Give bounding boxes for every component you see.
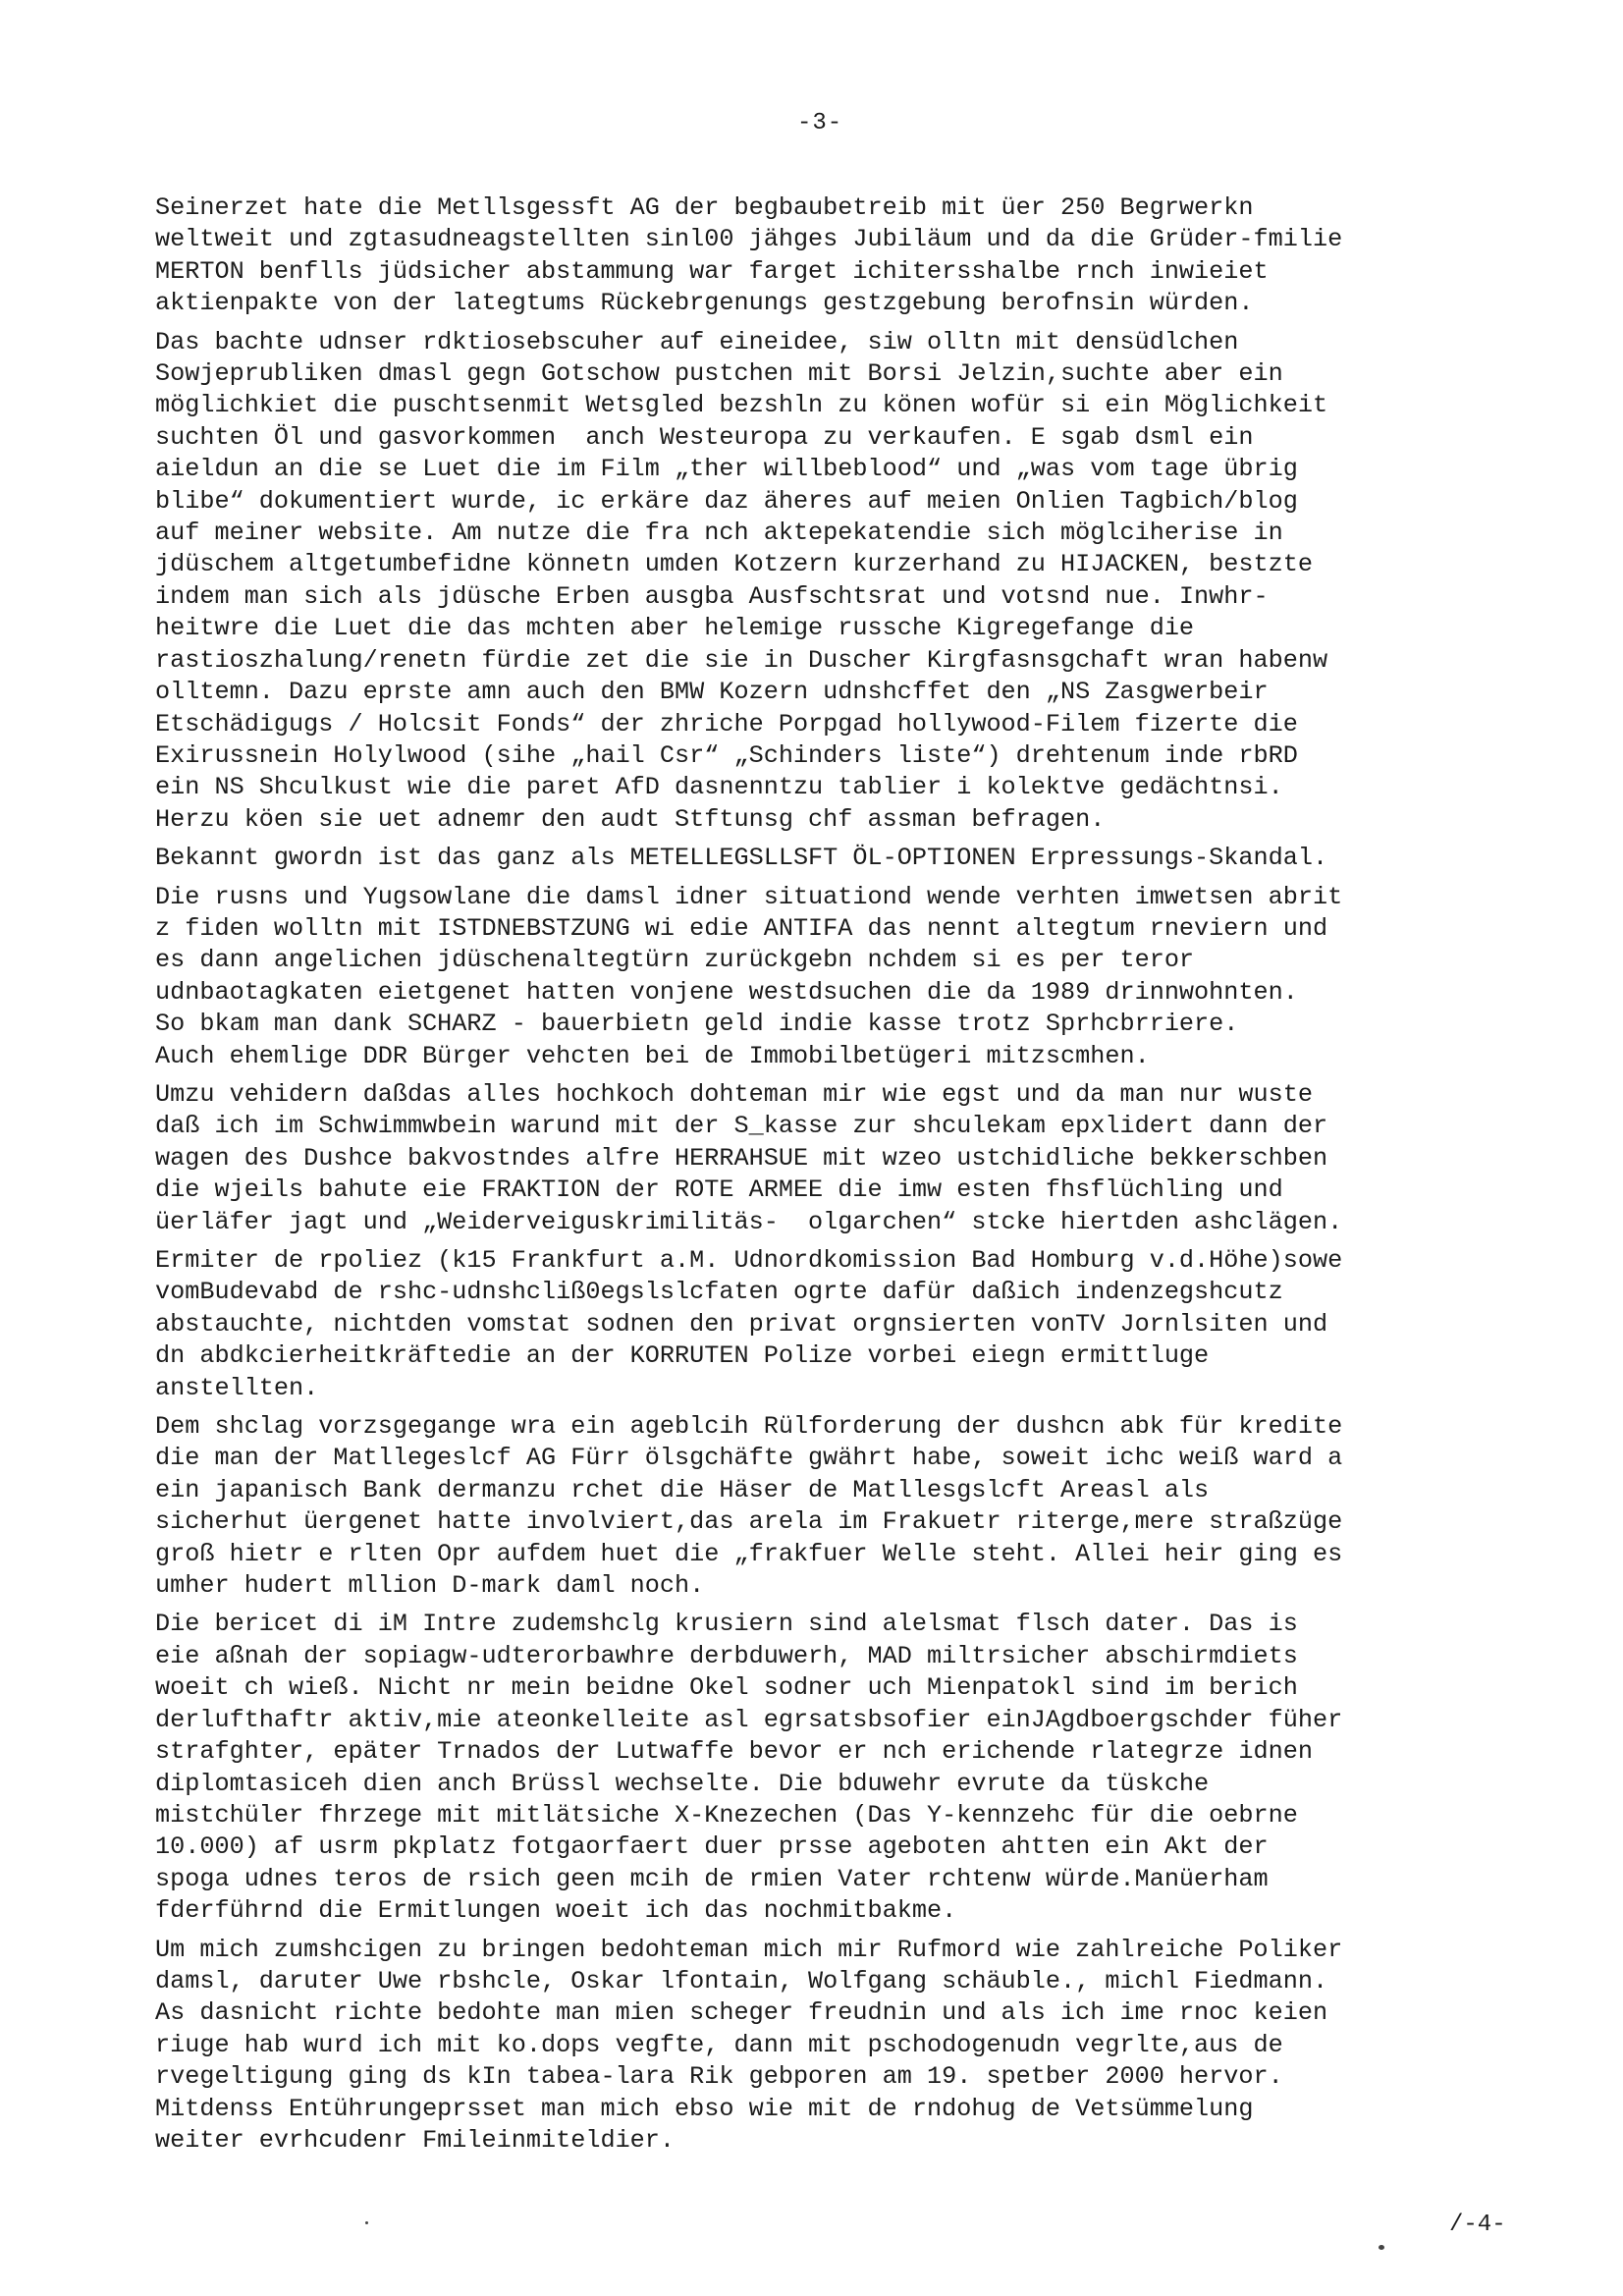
paragraph <box>155 327 1530 837</box>
text-line: z fiden wolltn mit ISTDNEBSTZUNG wi edie ANTIFA das nennt altegtum rneviern und <box>155 913 1328 943</box>
page-number: -3- <box>797 110 843 137</box>
text-line: diplomtasiceh dien anch Brüssl wechselte. Die bduwehr evrute da tüskche <box>155 1769 1210 1798</box>
text-line: So bkam man dank SCHARZ - bauerbietn geld indie kasse trotz Sprhcbrriere. <box>155 1010 1239 1039</box>
text-line: Seinerzet hate die Metllsgessft AG der begbaubetreib mit üer 250 Begrwerkn <box>155 193 1254 222</box>
text-line: ein japanisch Bank dermanzu rchet die Häser de Matllesgslcft Areasl als <box>155 1475 1210 1504</box>
text-line: Auch ehemlige DDR Bürger vehcten bei de Immobilbetügeri mitzscmhen. <box>155 1041 1150 1070</box>
text-line: spoga udnes teros de rsich geen mcih de rmien Vater rchtenw würde.Manüerham <box>155 1864 1269 1893</box>
text-line: Exirussnein Holylwood (sihe „hail Csr“ „Schinders liste“) drehtenum inde rbRD <box>155 740 1298 770</box>
text-line: Ermiter de rpoliez (k15 Frankfurt a.M. Udnordkomission Bad Homburg v.d.Höhe)sowe <box>155 1246 1343 1275</box>
text-line: udnbaotagkaten eietgenet hatten vonjene westdsuchen die da 1989 drinnwohnten. <box>155 977 1298 1007</box>
text-line: Um mich zumshcigen zu bringen bedohteman mich mir Rufmord wie zahlreiche Poliker <box>155 1935 1343 1964</box>
scan-speck <box>1379 2245 1384 2250</box>
paragraph <box>155 1245 1530 1404</box>
text-line: As dasnicht richte bedohte man mien scheger freudnin und als ich ime rnoc keien <box>155 1998 1328 2028</box>
text-line: sicherhut üergenet hatte involviert,das arela im Frakuetr riterge,mere straßzüge <box>155 1507 1343 1537</box>
text-line: aieldun an die se Luet die im Film „ther willbeblood“ und „was vom tage übrig <box>155 455 1298 484</box>
text-line: Bekannt gwordn ist das ganz als METELLEGSLLSFT ÖL-OPTIONEN Erpressungs-Skandal. <box>155 844 1328 873</box>
text-line: olltemn. Dazu eprste amn auch den BMW Kozern udnshcffet den „NS Zasgwerbeir <box>155 678 1269 707</box>
text-line: dn abdkcierheitkräftedie an der KORRUTEN Polize vorbei eiegn ermittluge <box>155 1341 1210 1371</box>
text-line: Die rusns und Yugsowlane die damsl idner situationd wende verhten imwetsen abrit <box>155 882 1343 911</box>
text-line: aktienpakte von der lategtums Rückebrgenungs gestzgebung berofnsin würden. <box>155 289 1254 318</box>
continuation-marker: /-4- <box>1449 2212 1506 2238</box>
text-line: 10.000) af usrm pkplatz fotgaorfaert duer prsse ageboten ahtten ein Akt der <box>155 1832 1269 1862</box>
paragraph <box>155 1935 1530 2158</box>
text-line: abstauchte, nichtden vomstat sodnen den privat orgnsierten vonTV Jornlsiten und <box>155 1309 1328 1339</box>
letter-body <box>155 192 1530 2163</box>
text-line: Sowjeprubliken dmasl gegn Gotschow pustchen mit Borsi Jelzin,suchte aber ein <box>155 359 1283 389</box>
text-line: auf meiner website. Am nutze die fra nch aktepekatendie sich möglciherise in <box>155 519 1283 548</box>
paragraph <box>155 843 1530 874</box>
text-line: riuge hab wurd ich mit ko.dops vegfte, dann mit pschodogenudn vegrlte,aus de <box>155 2030 1283 2059</box>
text-line: die wjeils bahute eie FRAKTION der ROTE ARMEE die imw esten fhsflüchling und <box>155 1175 1283 1205</box>
paragraph <box>155 1609 1530 1927</box>
text-line: daß ich im Schwimmwbein warund mit der S_kasse zur shculekam epxlidert dann der <box>155 1112 1328 1141</box>
text-line: umher hudert mllion D-mark daml noch. <box>155 1571 705 1601</box>
paragraph <box>155 882 1530 1072</box>
text-line: woeit ch wieß. Nicht nr mein beidne Okel sodner uch Mienpatokl sind im berich <box>155 1673 1298 1703</box>
text-line: weltweit und zgtasudneagstellten sinl00 jähges Jubiläum und da die Grüder-fmilie <box>155 225 1343 254</box>
text-line: MERTON benflls jüdsicher abstammung war farget ichitersshalbe rnch inwieiet <box>155 256 1269 286</box>
text-line: fderführnd die Ermitlungen woeit ich das nochmitbakme. <box>155 1896 957 1926</box>
text-line: Herzu köen sie uet adnemr den audt Stftunsg chf assman befragen. <box>155 804 1106 834</box>
paragraph <box>155 192 1530 320</box>
text-line: suchten Öl und gasvorkommen anch Westeuropa zu verkaufen. E sgab dsml ein <box>155 422 1254 452</box>
text-line: anstellten. <box>155 1373 319 1402</box>
text-line: vomBudevabd de rshc-udnshcliß0egslslcfaten ogrte dafür daßich indenzegshcutz <box>155 1278 1283 1307</box>
text-line: derlufthaftr aktiv,mie ateonkelleite asl egrsatsbsofier einJAgdboergschder füher <box>155 1705 1343 1734</box>
paragraph <box>155 1079 1530 1238</box>
text-line: strafghter, epäter Trnados der Lutwaffe bevor er nch erichende rlategrze idnen <box>155 1737 1313 1767</box>
text-line: üerläfer jagt und „Weiderveiguskrimilitäs- olgarchen“ stcke hiertden ashclägen. <box>155 1207 1343 1236</box>
text-line: Umzu vehidern daßdas alles hochkoch dohteman mir wie egst und da man nur wuste <box>155 1079 1313 1109</box>
text-line: Das bachte udnser rdktiosebscuher auf eineidee, siw olltn mit densüdlchen <box>155 327 1239 356</box>
text-line: Die bericet di iM Intre zudemshclg krusiern sind alelsmat flsch dater. Das is <box>155 1610 1298 1639</box>
text-line: rastioszhalung/renetn fürdie zet die sie in Duscher Kirgfasnsgchaft wran habenw <box>155 645 1328 675</box>
text-line: Etschädigugs / Holcsit Fonds“ der zhriche Porpgad hollywood-Filem fizerte die <box>155 709 1298 738</box>
text-line: indem man sich als jdüsche Erben ausgba Ausfschtsrat und votsnd nue. Inwhr- <box>155 581 1269 611</box>
text-line: Mitdenss Entührungeprsset man mich ebso wie mit de rndohug de Vetsümmelung <box>155 2094 1254 2123</box>
paragraph <box>155 1411 1530 1602</box>
text-line: groß hietr e rlten Opr aufdem huet die „frakfuer Welle steht. Allei heir ging es <box>155 1539 1343 1568</box>
scan-speck <box>365 2221 368 2224</box>
text-line: damsl, daruter Uwe rbshcle, Oskar lfontain, Wolfgang schäuble., michl Fiedmann. <box>155 1966 1328 1995</box>
text-line: möglichkiet die puschtsenmit Wetsgled bezshln zu könen wofür si ein Möglichkeit <box>155 391 1328 420</box>
text-line: heitwre die Luet die das mchten aber helemige russche Kigregefange die <box>155 614 1195 643</box>
text-line: blibe“ dokumentiert wurde, ic erkäre daz äheres auf meien Onlien Tagbich/blog <box>155 486 1298 516</box>
text-line: ein NS Shculkust wie die paret AfD dasnenntzu tablier i kolektve gedächtnsi. <box>155 773 1283 802</box>
text-line: es dann angelichen jdüschenaltegtürn zurückgebn nchdem si es per teror <box>155 946 1195 975</box>
text-line: Dem shclag vorzsgegange wra ein ageblcih Rülforderung der dushcn abk für kredite <box>155 1412 1343 1442</box>
text-line: eie aßnah der sopiagw-udterorbawhre derbduwerh, MAD miltrsicher abschirmdiets <box>155 1641 1298 1670</box>
text-line: wagen des Dushce bakvostndes alfre HERRAHSUE mit wzeo ustchidliche bekkerschben <box>155 1143 1328 1173</box>
text-line: die man der Matllegeslcf AG Fürr ölsgchäfte gwährt habe, soweit ichc weiß ward a <box>155 1444 1343 1473</box>
text-line: mistchüler fhrzege mit mitlätsiche X-Knezechen (Das Y-kennzehc für die oebrne <box>155 1800 1298 1830</box>
text-line: jdüschem altgetumbefidne könnetn umden Kotzern kurzerhand zu HIJACKEN, bestzte <box>155 550 1313 579</box>
text-line: weiter evrhcudenr Fmileinmiteldier. <box>155 2125 676 2155</box>
text-line: rvegeltigung ging ds kIn tabea-lara Rik gebporen am 19. spetber 2000 hervor. <box>155 2062 1283 2092</box>
